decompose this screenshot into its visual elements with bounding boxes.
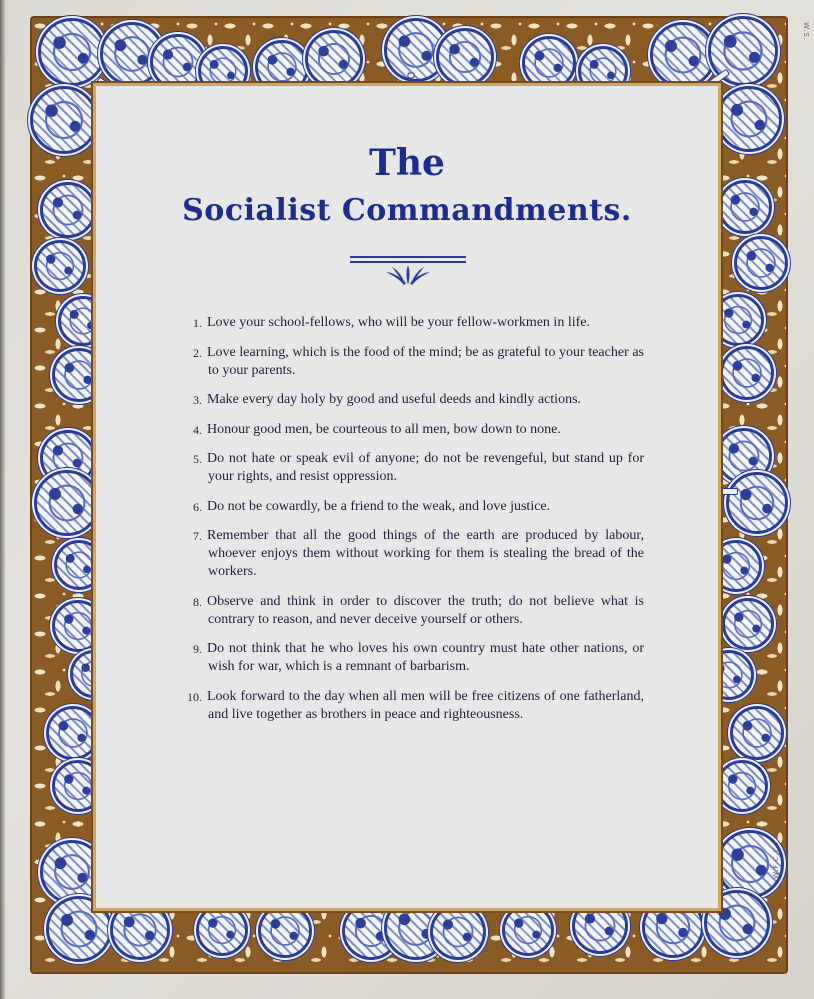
left-edge-shadow	[0, 0, 6, 999]
item-text: Make every day holy by good and useful deeds and kindly actions.	[207, 392, 582, 407]
list-item	[176, 498, 644, 516]
item-text: Love learning, which is the food of the mind; be as grateful to your teacher as to your parents.	[207, 344, 644, 378]
poster-title: Socialist Commandments.	[182, 193, 632, 228]
fan-ornament-icon	[34, 240, 86, 292]
list-item	[176, 450, 644, 486]
list-item	[176, 688, 644, 724]
commandments-list	[176, 314, 644, 735]
fan-ornament-icon	[726, 472, 788, 534]
item-number: 3.	[193, 393, 202, 407]
item-text: Observe and think in order to discover the truth; do not believe what is contrary to reason, and never deceive yourself or others.	[207, 593, 644, 627]
fan-ornament-icon	[522, 36, 576, 90]
fan-ornament-icon	[712, 294, 764, 346]
item-number: 10.	[187, 689, 202, 704]
list-item	[176, 391, 644, 409]
fan-ornament-icon	[196, 904, 248, 956]
list-item	[176, 527, 644, 581]
fan-ornament-icon	[716, 86, 782, 152]
title-rule-upper	[350, 256, 466, 258]
item-text: Love your school-fellows, who will be your fellow-workmen in life.	[207, 315, 590, 330]
fan-ornament-icon	[150, 34, 206, 90]
fan-ornament-icon	[502, 904, 554, 956]
item-number: 7.	[193, 529, 202, 543]
fan-ornament-icon	[650, 22, 716, 88]
fan-ornament-icon	[40, 840, 104, 904]
list-item	[176, 593, 644, 629]
poster-title-the: The	[369, 142, 445, 184]
list-item	[176, 314, 644, 332]
item-text: Do not hate or speak evil of anyone; do not be revengeful, but stand up for your rights, and resist oppression.	[207, 451, 644, 484]
fan-ornament-icon	[34, 470, 100, 536]
fan-ornament-icon	[722, 598, 774, 650]
fan-ornament-icon	[730, 706, 784, 760]
item-number: 1.	[193, 316, 202, 330]
fan-ornament-icon	[30, 86, 98, 154]
item-number: 6.	[193, 499, 202, 514]
fan-ornament-icon	[258, 904, 312, 958]
item-text: Look forward to the day when all men will be free citizens of one fatherland, and live together as brothers in peace and righteousness.	[207, 688, 644, 722]
item-number: 9.	[193, 642, 202, 656]
fan-ornament-icon	[436, 28, 494, 86]
item-text: Do not think that he who loves his own country must hate other nations, or wish for war, which is a remnant of barbarism.	[207, 641, 644, 674]
item-text: Remember that all the good things of the earth are produced by labour, whoever enjoys them without working for them is stealing the bread of the workers.	[207, 528, 644, 579]
printer-mark-bottom: W.F.C.Co.	[772, 838, 780, 879]
list-item	[176, 344, 644, 380]
item-text: Do not be cowardly, be a friend to the weak, and love justice.	[207, 498, 551, 514]
item-number: 2.	[193, 345, 202, 360]
fan-ornament-icon	[430, 904, 486, 960]
fan-ornament-icon	[38, 18, 106, 86]
fan-ornament-icon	[305, 30, 363, 88]
item-number: 8.	[193, 594, 202, 609]
fan-ornament-icon	[734, 236, 788, 290]
flourish-icon	[382, 263, 434, 287]
item-number: 4.	[193, 422, 202, 437]
fan-ornament-icon	[40, 182, 96, 238]
list-item	[176, 640, 644, 676]
fan-handle	[408, 73, 415, 79]
item-number: 5.	[193, 452, 202, 466]
printer-mark-top: W.S.	[802, 22, 810, 42]
fan-ornament-icon	[46, 706, 100, 760]
fan-ornament-icon	[720, 346, 774, 400]
fan-ornament-icon	[110, 900, 170, 960]
list-item	[176, 421, 644, 439]
item-text: Honour good men, be courteous to all men, bow down to none.	[207, 421, 561, 437]
fan-ornament-icon	[718, 180, 772, 234]
fan-ornament-icon	[716, 760, 768, 812]
